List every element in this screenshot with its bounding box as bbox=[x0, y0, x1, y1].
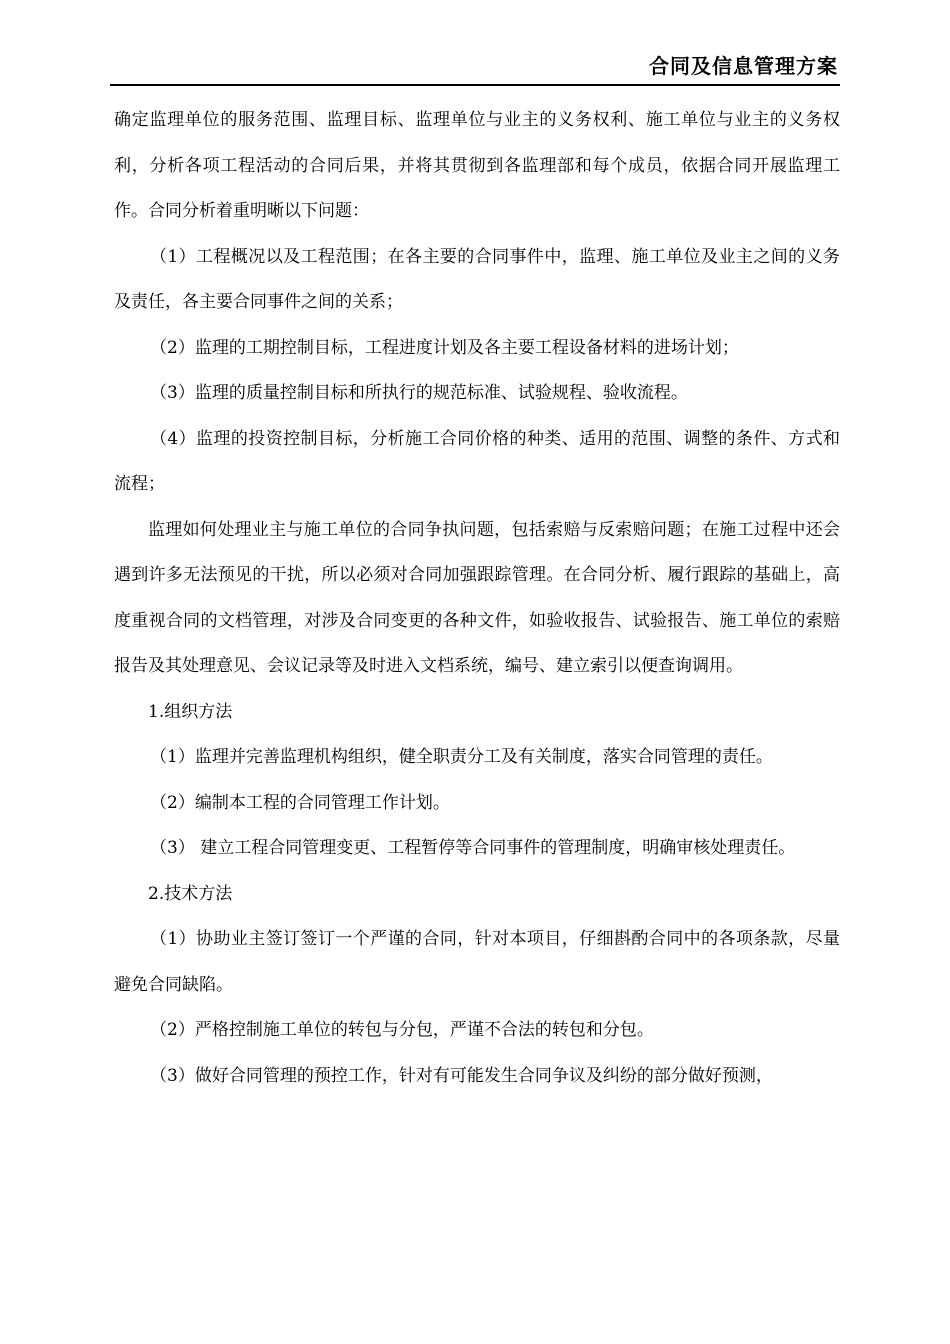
header-title: 合同及信息管理方案 bbox=[649, 54, 838, 78]
document-body bbox=[114, 98, 840, 1099]
list-item-quality: （3）监理的质量控制目标和所执行的规范标准、试验规程、验收流程。 bbox=[150, 383, 688, 403]
list-item-investment: （4）监理的投资控制目标，分析施工合同价格的种类、适用的范围、调整的条件、方式和流程； bbox=[114, 428, 840, 494]
paragraph-contract-analysis: 确定监理单位的服务范围、监理目标、监理单位与业主的义务权利、施工单位与业主的义务权利，分析各项工程活动的合同后果，并将其贯彻到各监理部和每个成员，依据合同开展监理工作。合同分析着重明晰以下问题： bbox=[114, 110, 840, 221]
list-item-org-3: （3） 建立工程合同管理变更、工程暂停等合同事件的管理制度，明确审核处理责任。 bbox=[150, 838, 796, 858]
section-heading-organization: 1.组织方法 bbox=[148, 701, 233, 722]
list-item-scope: （1）工程概况以及工程范围；在各主要的合同事件中，监理、施工单位及业主之间的义务及责任，各主要合同事件之间的关系； bbox=[114, 246, 840, 312]
list-item-schedule: （2）监理的工期控制目标，工程进度计划及各主要工程设备材料的进场计划； bbox=[150, 337, 739, 358]
list-item-org-1: （1）监理并完善监理机构组织，健全职责分工及有关制度，落实合同管理的责任。 bbox=[150, 747, 773, 767]
list-item-tech-1: （1）协助业主签订签订一个严谨的合同，针对本项目，仔细斟酌合同中的各项条款，尽量避免合同缺陷。 bbox=[114, 929, 840, 995]
list-item-tech-2: （2）严格控制施工单位的转包与分包，严谨不合法的转包和分包。 bbox=[150, 1020, 654, 1040]
list-item-org-2: （2）编制本工程的合同管理工作计划。 bbox=[150, 792, 450, 813]
page-header bbox=[110, 48, 840, 86]
section-heading-technical: 2.技术方法 bbox=[148, 883, 233, 904]
paragraph-dispute-handling: 监理如何处理业主与施工单位的合同争执问题，包括索赔与反索赔问题；在施工过程中还会遇到许多无法预见的干扰，所以必须对合同加强跟踪管理。在合同分析、履行跟踪的基础上，高度重视合同的文档管理，对涉及合同变更的各种文件，如验收报告、试验报告、施工单位的索赔报告及其处理意见、会议记录等及时进入文档系统，编号、建立索引以便查询调用。 bbox=[114, 519, 840, 676]
list-item-tech-3: （3）做好合同管理的预控工作，针对有可能发生合同争议及纠纷的部分做好预测， bbox=[150, 1065, 773, 1086]
